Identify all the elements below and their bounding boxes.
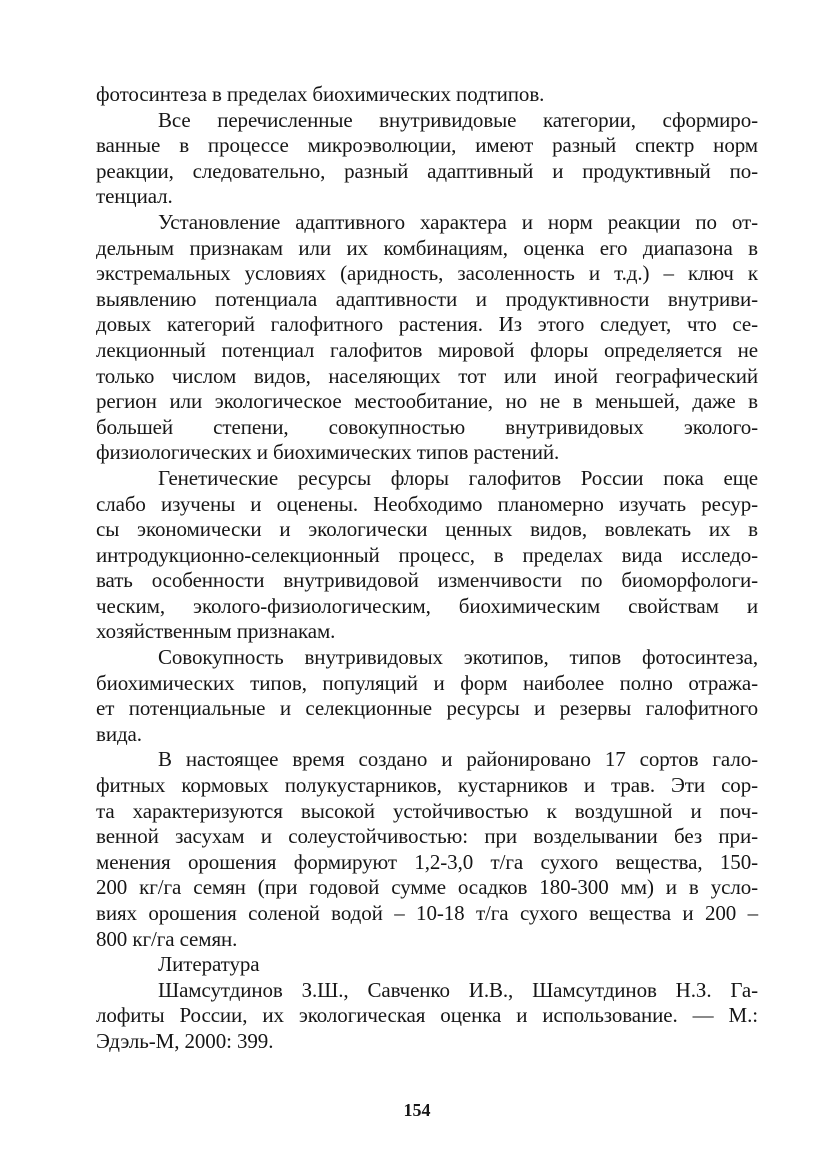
text-line: довых категорий галофитного растения. Из этого следует, что се-: [96, 312, 758, 337]
text-line: 800 кг/га семян.: [96, 926, 238, 951]
page-number: 154: [403, 1100, 431, 1120]
text-line: физиологических и биохимических типов растений.: [96, 440, 560, 465]
text-line: ет потенциальные и селекционные ресурсы и резервы галофитного: [96, 696, 758, 721]
text-line: лекционный потенциал галофитов мировой флоры определяется не: [96, 337, 758, 362]
text-line: вида.: [96, 721, 142, 746]
text-line: выявлению потенциала адаптивности и продуктивности внутриви-: [96, 286, 758, 311]
text-line: интродукционно-селекционный процесс, в пределах вида исследо-: [96, 542, 758, 567]
text-line: та характеризуются высокой устойчивостью к воздушной и поч-: [96, 798, 758, 823]
text-line: большей степени, совокупностью внутривидовых эколого-: [96, 414, 758, 439]
text-line: Все перечисленные внутривидовые категории, сформиро-: [158, 107, 758, 132]
text-line: виях орошения соленой водой – 10-18 т/га сухого вещества и 200 –: [96, 901, 758, 925]
text-line: Шамсутдинов З.Ш., Савченко И.В., Шамсутдинов Н.З. Га-: [158, 977, 758, 1002]
text-line: вать особенности внутривидовой изменчивости по биоморфологи-: [96, 568, 758, 593]
text-line: дельным признакам или их комбинациям, оценка его диапазона в: [96, 235, 758, 260]
text-line: Генетические ресурсы флоры галофитов России пока еще: [158, 465, 758, 490]
text-line: 200 кг/га семян (при годовой сумме осадков 180-300 мм) и в усло-: [96, 875, 758, 900]
text-line: тенциал.: [96, 184, 173, 209]
text-line: слабо изучены и оценены. Необходимо планомерно изучать ресур-: [96, 491, 758, 516]
text-line: сы экономически и экологически ценных видов, вовлекать их в: [96, 517, 758, 542]
text-line: биохимических типов, популяций и форм наиболее полно отража-: [96, 670, 758, 695]
text-line: фотосинтеза в пределах биохимических подтипов.: [96, 82, 545, 106]
text-line: Литература: [158, 952, 260, 977]
text-line: Совокупность внутривидовых экотипов, типов фотосинтеза,: [158, 645, 758, 670]
text-line: реакции, следовательно, разный адаптивный и продуктивный по-: [96, 158, 758, 183]
text-line: В настоящее время создано и районировано 17 сортов гало-: [158, 747, 758, 772]
text-line: регион или экологическое местообитание, но не в меньшей, даже в: [96, 389, 758, 414]
text-line: фитных кормовых полукустарников, кустарников и трав. Эти сор-: [96, 773, 758, 798]
text-line: только числом видов, населяющих тот или иной географический: [96, 363, 758, 388]
text-line: ческим, эколого-физиологическим, биохимическим свойствам и: [96, 593, 758, 618]
text-line: менения орошения формируют 1,2-3,0 т/га сухого вещества, 150-: [96, 849, 758, 874]
text-line: Эдэль-М, 2000: 399.: [96, 1028, 274, 1053]
text-line: ванные в процессе микроэволюции, имеют разный спектр норм: [96, 133, 758, 158]
text-line: лофиты России, их экологическая оценка и использование. — М.:: [96, 1003, 758, 1028]
text-line: Установление адаптивного характера и норм реакции по от-: [158, 209, 758, 234]
text-line: хозяйственным признакам.: [96, 619, 336, 644]
document-body: [96, 82, 758, 1055]
text-line: экстремальных условиях (аридность, засоленность и т.д.) – ключ к: [96, 261, 758, 286]
text-line: венной засухам и солеустойчивостью: при возделывании без при-: [96, 824, 758, 849]
